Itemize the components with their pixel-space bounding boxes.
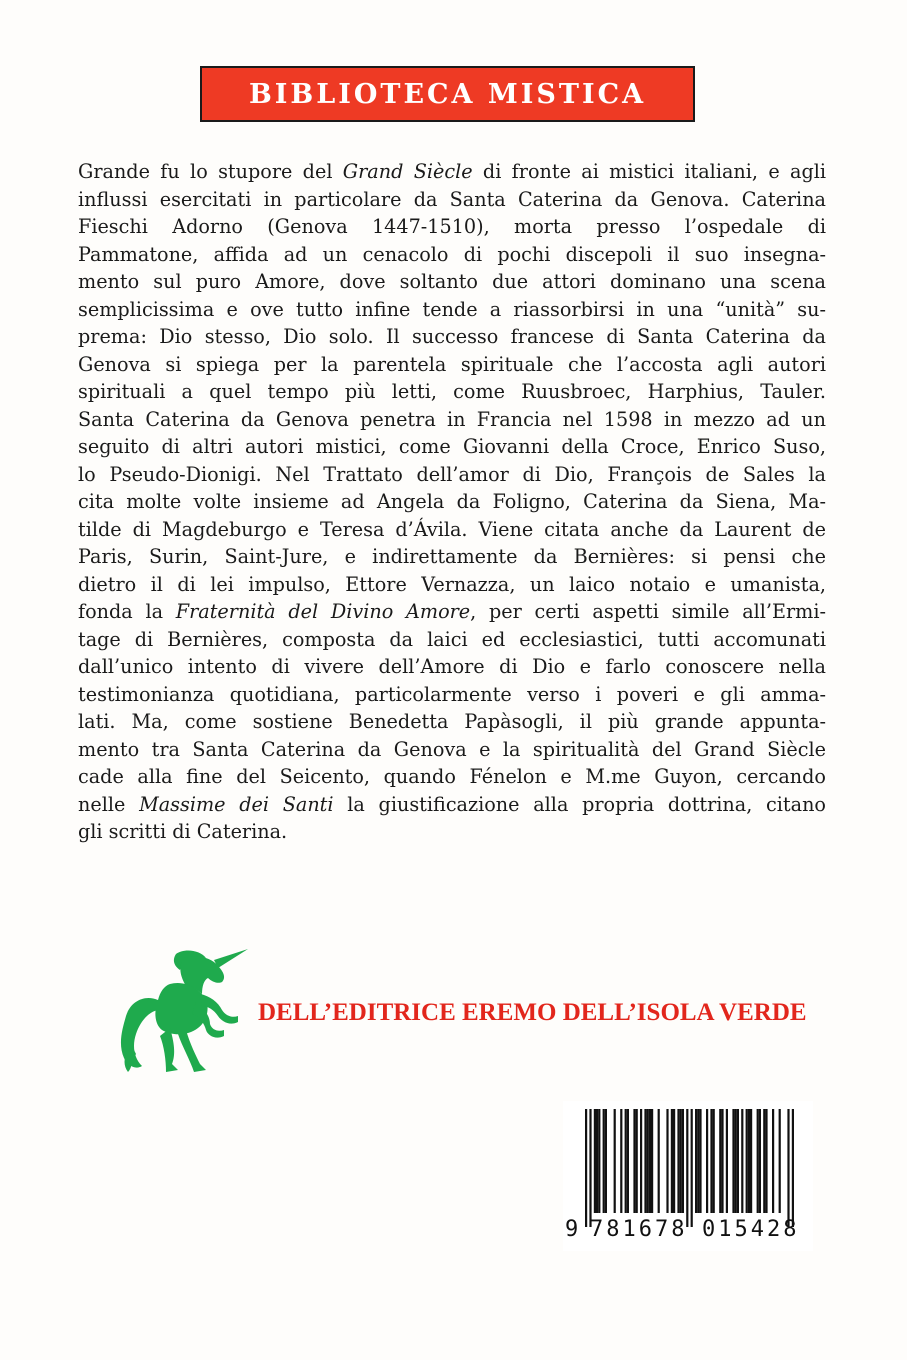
series-banner (200, 66, 695, 122)
blurb-text: Genova si spiega per la parentela spirituale che l’accosta agli autori (78, 352, 826, 376)
barcode-bar (620, 1109, 622, 1213)
blurb-line (78, 791, 826, 819)
barcode-bar (763, 1109, 765, 1213)
unicorn-icon (114, 946, 250, 1078)
publisher-name: DELL’EDITRICE EREMO DELL’ISOLA VERDE (258, 999, 807, 1026)
blurb-line (78, 598, 826, 626)
barcode-bar (594, 1109, 596, 1213)
blurb-line (78, 543, 826, 571)
blurb-line (78, 516, 826, 544)
blurb-text: , per certi aspetti simile all’Ermi- (470, 600, 826, 623)
barcode-bar (699, 1109, 701, 1213)
barcode-bar (666, 1109, 668, 1213)
barcode-bar (680, 1109, 682, 1213)
barcode-guard-bar (589, 1109, 591, 1227)
barcode-bar (750, 1109, 752, 1213)
barcode-bar (772, 1109, 774, 1213)
blurb-text: Paris, Surin, Saint-Jure, e indirettamente da Bernières: si pensi che (78, 545, 826, 568)
blurb-line (78, 818, 826, 846)
blurb-line (78, 763, 826, 791)
barcode-bar (710, 1109, 712, 1213)
blurb-text: Santa Caterina da Genova penetra in Francia nel 1598 in mezzo ad un (78, 407, 826, 431)
blurb-text: Fieschi Adorno (Genova 1447-1510), morta presso l’ospedale di (78, 215, 826, 238)
back-cover-blurb (78, 158, 826, 846)
isbn-digits (563, 1217, 813, 1243)
blurb-text: tage di Bernières, composta da laici ed ecclesiastici, tutti accomunati (78, 627, 826, 651)
blurb-italic-title: Massime dei Santi (139, 792, 334, 816)
barcode-bar (633, 1109, 635, 1213)
blurb-text: nelle (78, 792, 140, 816)
blurb-line (78, 433, 826, 461)
barcode-bar (737, 1109, 739, 1213)
barcode-guard-bar (691, 1109, 693, 1227)
barcode-bar (598, 1109, 600, 1213)
barcode-bar (732, 1109, 734, 1213)
blurb-text: mento sul puro Amore, dove soltanto due attori dominano una scena (78, 270, 826, 293)
barcode-bar (649, 1109, 651, 1213)
blurb-text: Pammatone, affida ad un cenacolo di pochi discepoli il suo insegna- (78, 242, 826, 266)
barcode-bar (673, 1109, 675, 1213)
barcode-bar (706, 1109, 708, 1213)
blurb-text: fonda la (78, 600, 176, 623)
barcode-bar (596, 1109, 598, 1213)
blurb-text: gli scritti di Caterina. (78, 820, 288, 843)
barcode-bar (779, 1109, 781, 1213)
isbn-left-group: 781678 (590, 1217, 688, 1242)
blurb-line (78, 323, 826, 351)
barcode-bar (671, 1109, 673, 1213)
barcode-bar (605, 1109, 607, 1213)
barcode-bar (748, 1109, 750, 1213)
barcode-bar (625, 1109, 627, 1213)
blurb-text: Grande fu lo stupore del (78, 160, 343, 183)
blurb-text: spirituali a quel tempo più letti, come Ruusbroec, Harphius, Tauler. (78, 380, 826, 403)
barcode-bar (682, 1109, 684, 1213)
barcode-guard-bar (787, 1109, 789, 1227)
blurb-text: dall’unico intento di vivere dell’Amore di Dio e farlo conoscere nella (78, 655, 826, 678)
barcode-bar (636, 1109, 638, 1213)
barcode-guard-bar (792, 1109, 794, 1227)
blurb-line (78, 351, 826, 379)
barcode-bar (603, 1109, 605, 1213)
barcode-bar (677, 1109, 679, 1213)
blurb-text: cita molte volte insieme ad Angela da Foligno, Caterina da Siena, Ma- (78, 490, 826, 513)
barcode-bar (640, 1109, 642, 1213)
isbn-right-group: 015428 (702, 1217, 800, 1242)
isbn-lead-digit: 9 (565, 1217, 579, 1242)
blurb-line (78, 241, 826, 269)
blurb-line (78, 708, 826, 736)
blurb-line (78, 626, 826, 654)
barcode-guard-bar (585, 1109, 587, 1227)
barcode-bar (741, 1109, 743, 1213)
blurb-line (78, 186, 826, 214)
barcode-bar (713, 1109, 715, 1213)
blurb-text: lo Pseudo-Dionigi. Nel Trattato dell’amor di Dio, François de Sales la (78, 462, 826, 486)
blurb-line (78, 461, 826, 489)
blurb-line (78, 378, 826, 406)
barcode-bar (719, 1109, 721, 1213)
barcode-bar (697, 1109, 699, 1213)
barcode-bar (746, 1109, 748, 1213)
blurb-text: di fronte ai mistici italiani, e agli (472, 160, 826, 183)
barcode-bar (765, 1109, 767, 1213)
blurb-line (78, 653, 826, 681)
blurb-italic-title: Fraternità del Divino Amore (175, 600, 471, 623)
blurb-italic-title: Grand Siècle (342, 160, 473, 183)
blurb-text: lati. Ma, come sostiene Benedetta Papàsogli, il più grande appunta- (78, 710, 826, 733)
blurb-text: cade alla fine del Seicento, quando Fénelon e M.me Guyon, cercando (78, 765, 826, 788)
isbn-barcode (563, 1101, 813, 1251)
blurb-text: influssi esercitati in particolare da Santa Caterina da Genova. Caterina (78, 187, 826, 211)
barcode-bar (647, 1109, 649, 1213)
blurb-line (78, 571, 826, 599)
barcode-bar (735, 1109, 737, 1213)
blurb-text: seguito di altri autori mistici, come Giovanni della Croce, Enrico Suso, (78, 435, 826, 458)
barcode-bar (644, 1109, 646, 1213)
barcode-bar (759, 1109, 761, 1213)
barcode-bar (627, 1109, 629, 1213)
barcode-bar (726, 1109, 728, 1213)
blurb-text: mento tra Santa Caterina da Genova e la spiritualità del Grand Siècle (78, 737, 826, 761)
barcode-bar (757, 1109, 759, 1213)
blurb-line (78, 681, 826, 709)
barcode-bar (695, 1109, 697, 1213)
barcode-bar (651, 1109, 653, 1213)
blurb-line (78, 158, 826, 186)
series-title: BIBLIOTECA MISTICA (248, 78, 647, 110)
barcode-bar (721, 1109, 723, 1213)
blurb-line (78, 736, 826, 764)
blurb-line (78, 213, 826, 241)
barcode-guard-bar (686, 1109, 688, 1227)
blurb-text: tilde di Magdeburgo e Teresa d’Ávila. Viene citata anche da Laurent de (78, 517, 826, 541)
barcode-bar (614, 1109, 616, 1213)
barcode-bar (658, 1109, 660, 1213)
blurb-text: la giustificazione alla propria dottrina, citano (333, 792, 826, 816)
blurb-line (78, 406, 826, 434)
blurb-line (78, 296, 826, 324)
blurb-text: dietro il di lei impulso, Ettore Vernazza, un laico notaio e umanista, (78, 572, 826, 596)
blurb-text: semplicissima e ove tutto infine tende a riassorbirsi in una “unità” su- (78, 297, 826, 321)
blurb-text: testimonianza quotidiana, particolarmente verso i poveri e gli amma- (78, 682, 826, 706)
blurb-line (78, 488, 826, 516)
blurb-text: prema: Dio stesso, Dio solo. Il successo francese di Santa Caterina da (78, 325, 826, 348)
blurb-line (78, 268, 826, 296)
